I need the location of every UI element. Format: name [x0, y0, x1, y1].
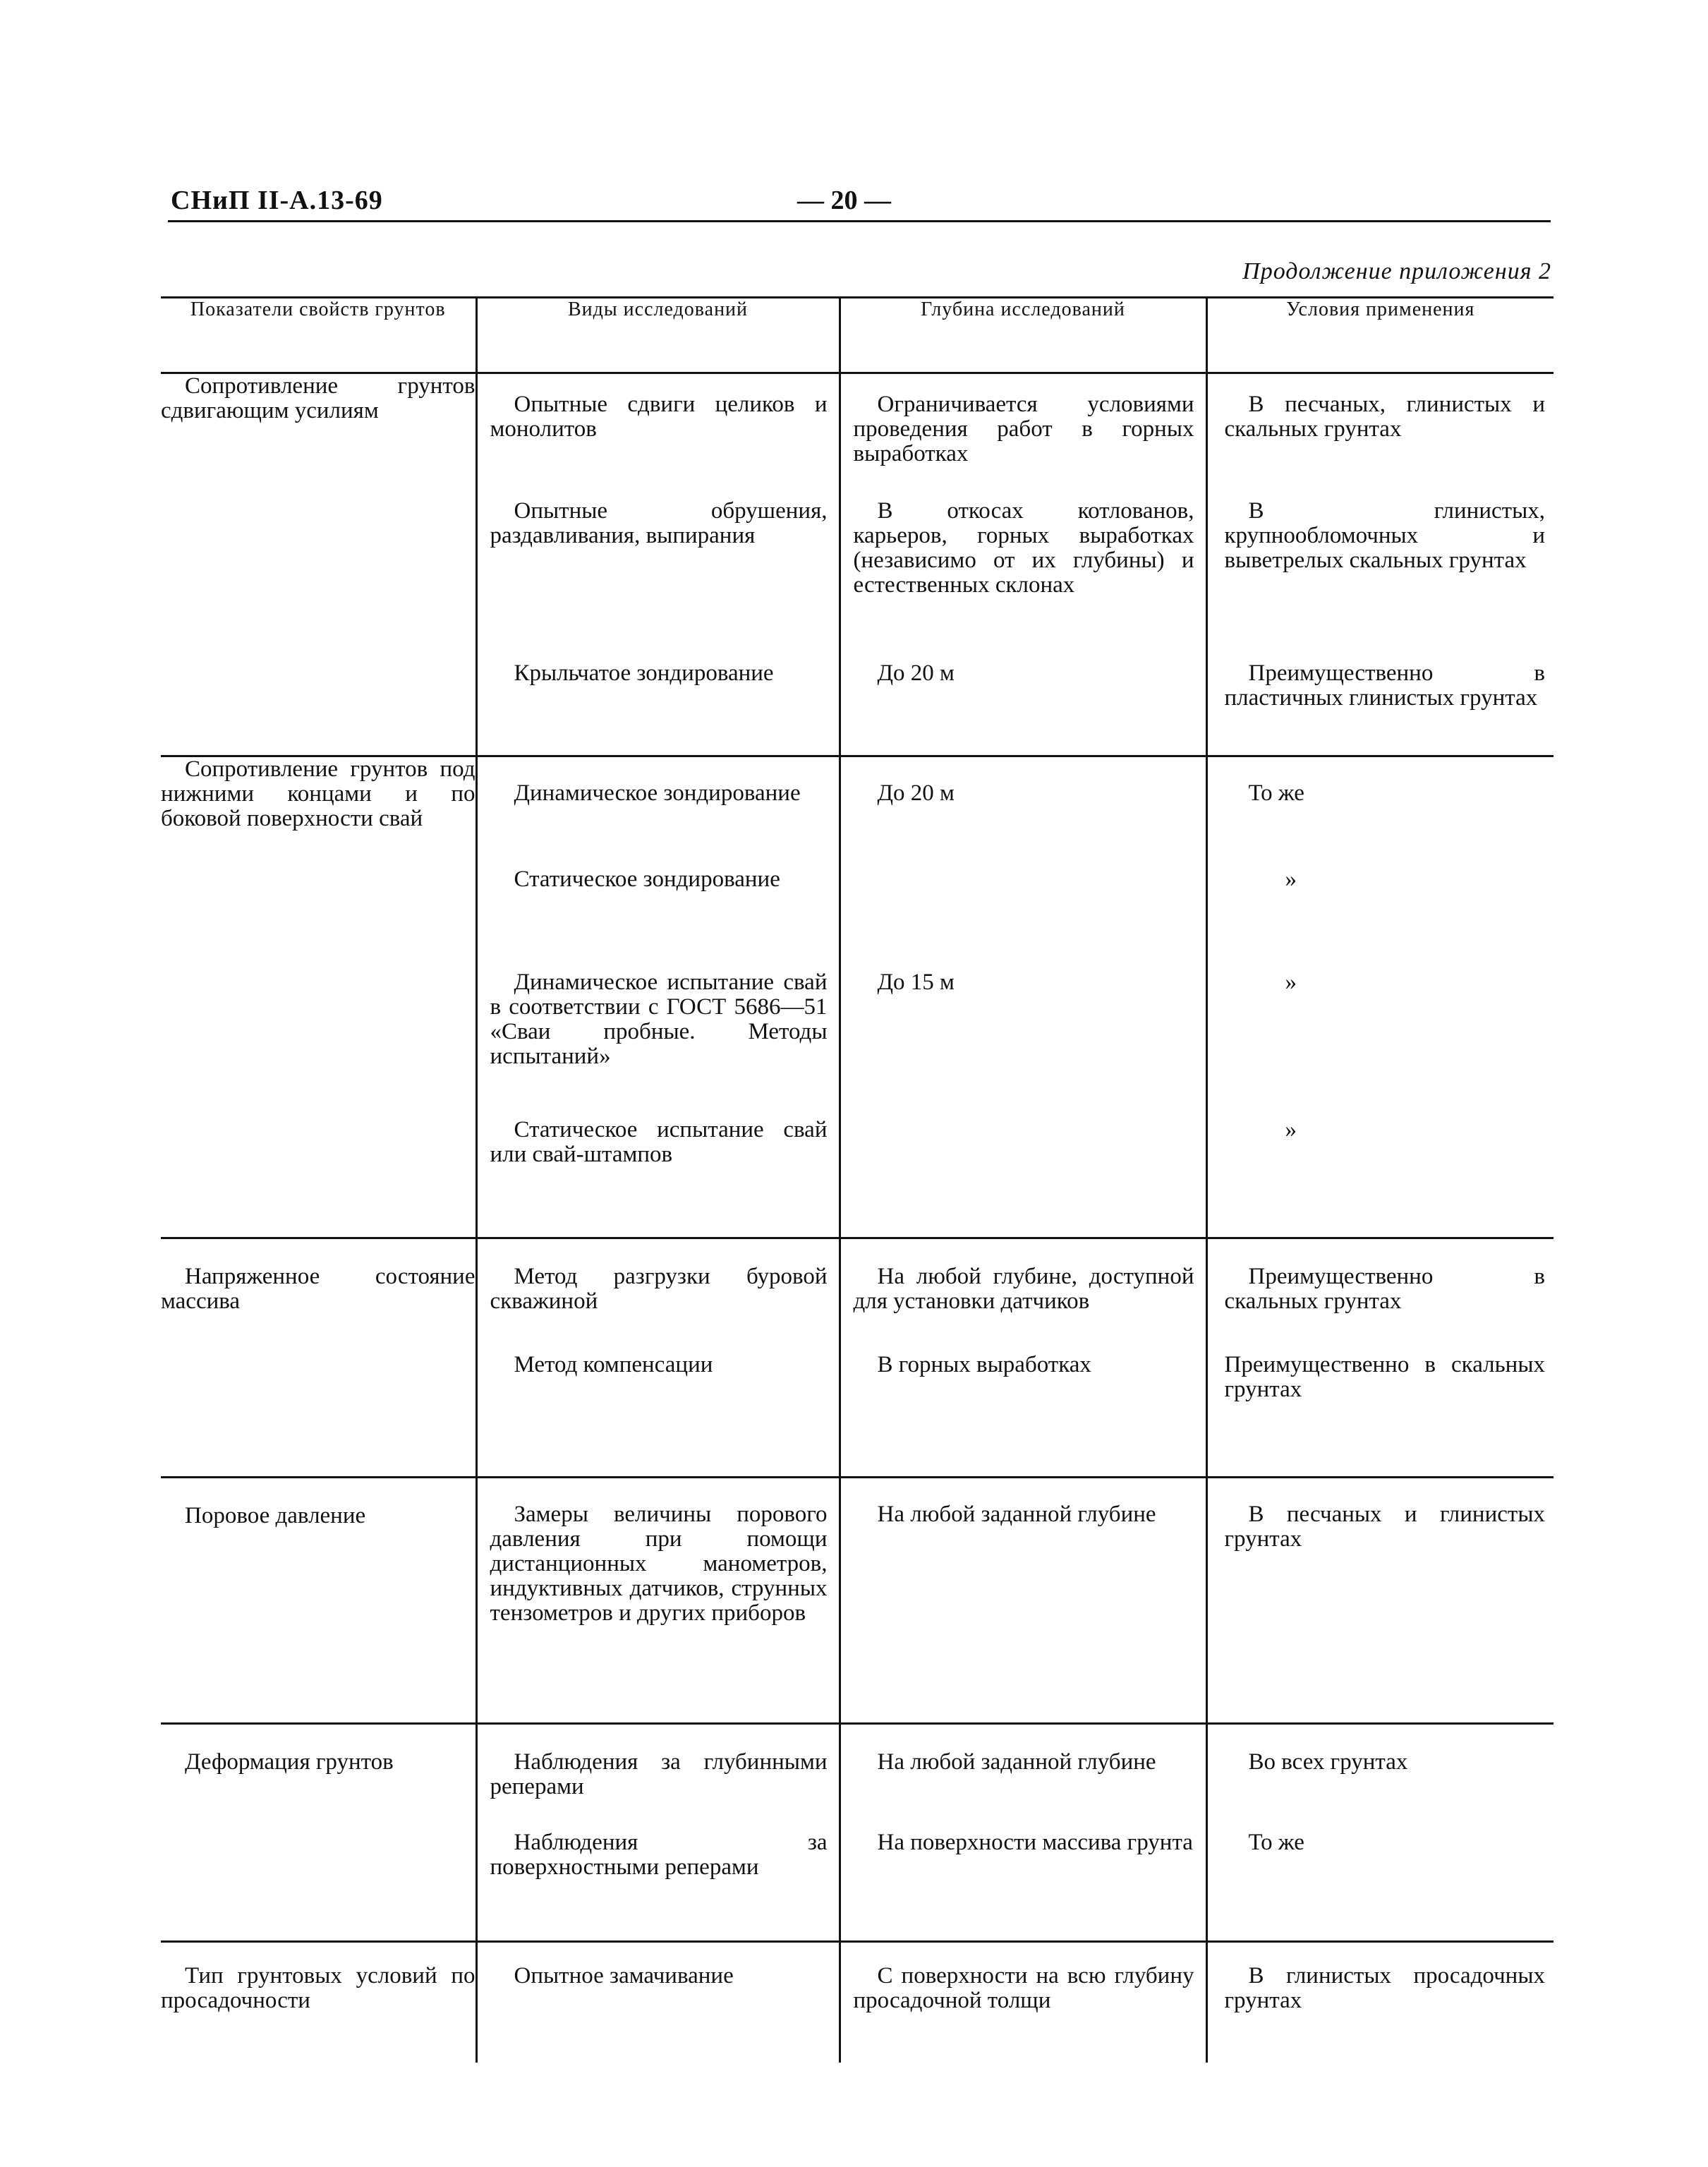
- property-label: Поровое давление: [185, 1503, 366, 1528]
- depth-column: [840, 756, 1206, 1238]
- depth-cell: С поверхности на всю глубину просадочной толщи: [853, 1963, 1194, 2013]
- depth-cell: [841, 1106, 1206, 1237]
- depth-column: [840, 1238, 1206, 1478]
- method-cell: Замеры величины порового давления при помощи дистанционных манометров, индуктивных датчиков, струнных тензометров и других приборов: [490, 1502, 828, 1626]
- conditions-cell: То же: [1248, 1830, 1304, 1855]
- table-row-group: [161, 756, 1553, 1238]
- method-cell: Опытные обрушения, раздавливания, выпирания: [490, 498, 828, 548]
- table-row-group: [161, 1478, 1553, 1724]
- header-rule: [168, 220, 1551, 222]
- table-row-group: [161, 1238, 1553, 1478]
- methods-column: [476, 1478, 840, 1724]
- table-row-group: [161, 1942, 1553, 2063]
- conditions-cell: Преимущественно в пластичных глинистых грунтах: [1224, 660, 1545, 711]
- conditions-column: [1206, 1238, 1553, 1478]
- depth-cell: На поверхности массива грунта: [877, 1830, 1193, 1855]
- depth-cell: Ограничивается условиями проведения работ в горных выработках: [853, 392, 1194, 466]
- methods-column: [476, 1942, 840, 2063]
- method-cell: Метод компенсации: [514, 1352, 713, 1377]
- depth-column: [840, 1478, 1206, 1724]
- property-label: Сопротивление грунтов сдвигающим усилиям: [161, 373, 476, 423]
- conditions-cell: То же: [1248, 780, 1304, 806]
- method-cell: Статическое испытание свай или свай-штампов: [490, 1117, 828, 1167]
- property-label: Деформация грунтов: [185, 1749, 394, 1775]
- depth-cell: В откосах котлованов, карьеров, горных выработках (независимо от их глубины) и естественных склонах: [853, 498, 1194, 598]
- conditions-cell: В песчаных и глинистых грунтах: [1224, 1502, 1545, 1552]
- method-cell: Крыльчатое зондирование: [514, 660, 774, 686]
- property-cell: [161, 373, 476, 756]
- method-cell: Наблюдения за поверхностными реперами: [490, 1830, 828, 1880]
- depth-column: [840, 373, 1206, 756]
- conditions-cell: В песчаных, глинистых и скальных грунтах: [1224, 392, 1545, 442]
- column-header: Условия применения: [1206, 298, 1553, 373]
- table-header-row: [161, 298, 1553, 373]
- conditions-column: [1206, 756, 1553, 1238]
- continuation-note: Продолжение приложения 2: [1242, 258, 1551, 284]
- soil-investigation-table: [161, 296, 1553, 2063]
- property-cell: [161, 1724, 476, 1942]
- page-number: — 20 —: [797, 186, 891, 215]
- conditions-cell: Преимущественно в скальных грунтах: [1224, 1352, 1545, 1402]
- property-cell: [161, 1942, 476, 2063]
- method-cell: Опытное замачивание: [514, 1963, 734, 1988]
- conditions-cell: В глинистых просадочных грунтах: [1224, 1963, 1545, 2013]
- method-cell: Метод разгрузки буровой скважиной: [490, 1264, 828, 1314]
- depth-cell: На любой заданной глубине: [877, 1502, 1156, 1527]
- conditions-column: [1206, 1478, 1553, 1724]
- table-row-group: [161, 373, 1553, 756]
- method-cell: Динамическое испытание свай в соответствии с ГОСТ 5686—51 «Сваи пробные. Методы испытаний»: [490, 970, 828, 1069]
- property-cell: [161, 756, 476, 1238]
- method-cell: Статическое зондирование: [514, 867, 780, 892]
- column-header: Показатели свойств грунтов: [161, 298, 476, 373]
- depth-cell: В горных выработках: [877, 1352, 1091, 1377]
- depth-cell: До 15 м: [877, 970, 955, 995]
- method-cell: Наблюдения за глубинными реперами: [490, 1749, 828, 1799]
- conditions-column: [1206, 1724, 1553, 1942]
- methods-column: [476, 1238, 840, 1478]
- depth-cell: На любой заданной глубине: [877, 1749, 1156, 1775]
- conditions-cell: »: [1285, 867, 1297, 892]
- methods-column: [476, 756, 840, 1238]
- method-cell: Динамическое зондирование: [514, 780, 801, 806]
- depth-cell: [841, 863, 1206, 962]
- conditions-cell: Преимущественно в скальных грунтах: [1224, 1264, 1545, 1314]
- conditions-cell: В глинистых, крупнообломочных и выветрелых скальных грунтах: [1224, 498, 1545, 573]
- depth-cell: До 20 м: [877, 660, 955, 686]
- method-cell: Опытные сдвиги целиков и монолитов: [490, 392, 828, 442]
- conditions-cell: »: [1285, 970, 1297, 995]
- column-header: Виды исследований: [476, 298, 840, 373]
- depth-cell: На любой глубине, доступной для установки датчиков: [853, 1264, 1194, 1314]
- methods-column: [476, 373, 840, 756]
- depth-cell: До 20 м: [877, 780, 955, 806]
- property-cell: [161, 1478, 476, 1724]
- depth-column: [840, 1942, 1206, 2063]
- methods-column: [476, 1724, 840, 1942]
- depth-column: [840, 1724, 1206, 1942]
- conditions-column: [1206, 373, 1553, 756]
- conditions-cell: Во всех грунтах: [1248, 1749, 1408, 1775]
- property-label: Тип грунтовых условий по просадочности: [161, 1963, 476, 2013]
- property-label: Напряженное состояние массива: [161, 1264, 476, 1314]
- property-cell: [161, 1238, 476, 1478]
- document-code: СНиП II-А.13-69: [171, 186, 383, 215]
- conditions-column: [1206, 1942, 1553, 2063]
- property-label: Сопротивление грунтов под нижними концами и по боковой поверхности свай: [161, 756, 476, 831]
- table-row-group: [161, 1724, 1553, 1942]
- conditions-cell: »: [1285, 1117, 1297, 1142]
- column-header: Глубина исследований: [840, 298, 1206, 373]
